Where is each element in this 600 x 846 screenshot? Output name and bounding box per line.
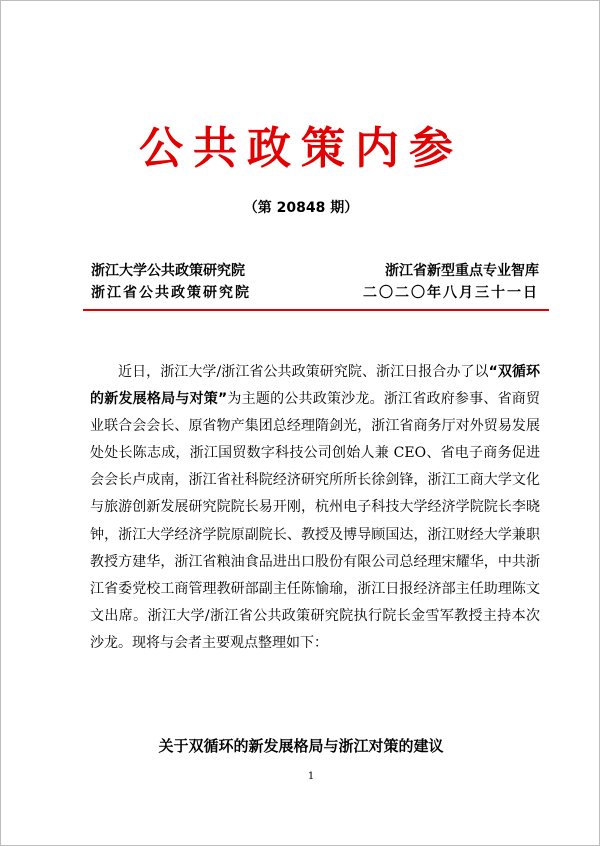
issue-number: （第 20848 期） xyxy=(243,200,359,216)
body-lead: 近日，浙江大学/浙江省公共政策研究院、浙江日报合办了以 xyxy=(118,364,489,380)
page-number: 1 xyxy=(307,771,315,782)
provincial-institute-name: 浙江省公共政策研究院 xyxy=(91,285,251,301)
institute-name: 浙江大学公共政策研究院 xyxy=(91,263,245,279)
header-divider xyxy=(83,309,549,311)
publication-date: 二〇二〇年八月三十一日 xyxy=(363,285,539,301)
header-row-2 xyxy=(91,282,539,302)
salon-topic: “双循环的新发展格局与对策” xyxy=(90,364,541,408)
section-heading: 关于双循环的新发展格局与浙江对策的建议 xyxy=(158,737,444,755)
header-row-1 xyxy=(91,260,539,280)
body-paragraph xyxy=(90,359,540,657)
think-tank-label: 浙江省新型重点专业智库 xyxy=(385,263,539,279)
document-title: 公共政策内参 xyxy=(139,123,463,174)
body-rest: 为主题的公共政策沙龙。浙江省政府参事、省商贸业联合会会长、原省物产集团总经理隋剑光，浙江省商务厅对外贸易发展处处长陈志成，浙江国贸数字科技公司创始人兼 CEO、省电子商务促进会会长卢成南，浙江省社科院经济研究所所长徐剑锋，浙江工商大学文化与旅游创新发展研究院院长易开刚，杭州电子科技大学经济学院院长李晓钟，浙江大学经济学院原副院长、教授及博导顾国达，浙江财经大学兼职教授方建华，浙江省粮油食品进出口股份有限公司总经理宋耀华，中共浙江省委党校工商管理教研部副主任陈愉瑜，浙江日报经济部主任助理陈文文出席。浙江大学/浙江省公共政策研究院执行院长金雪军教授主持本次沙龙。现将与会者主要观点整理如下： xyxy=(90,391,541,651)
